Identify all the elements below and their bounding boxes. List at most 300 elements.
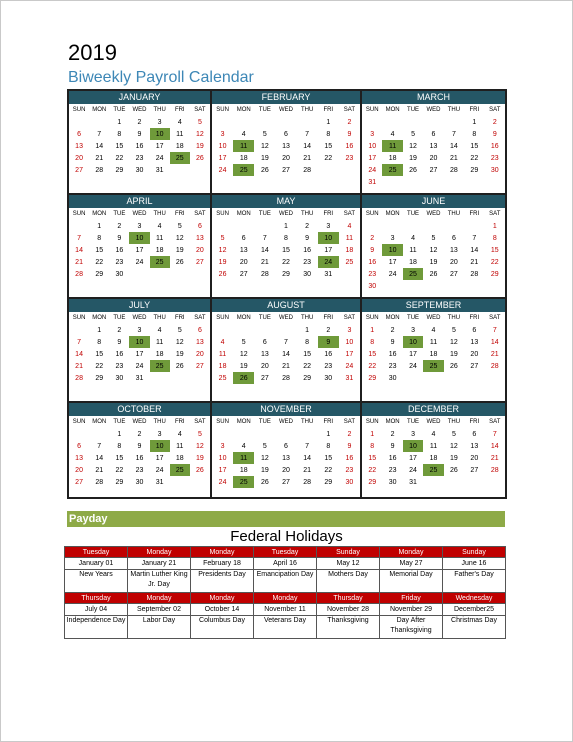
empty-day-cell [444,280,464,292]
week-row [362,220,505,232]
week-row [212,268,360,280]
day-cell: 3 [326,222,331,230]
day-cell: 8 [305,338,310,346]
day-cell: 23 [388,362,397,370]
day-cell: 13 [282,142,290,150]
day-cell: 18 [155,246,164,254]
weekday-header: SAT [194,419,206,425]
month-days-table [362,312,505,396]
empty-day-cell [423,476,443,488]
day-cell: 14 [75,246,83,254]
weekday-header: MON [236,315,251,321]
weekday-header: WED [278,315,293,321]
empty-day-cell [212,220,233,232]
day-cell: 17 [135,246,144,254]
holiday-date: May 27 [380,558,443,570]
day-cell: 17 [155,454,164,462]
day-cell: 12 [429,246,438,254]
day-cell: 7 [305,130,310,138]
weekday-header: TUE [258,211,271,217]
week-row [362,116,505,128]
empty-day-cell [89,428,109,440]
empty-day-cell [362,220,382,232]
weekday-header: THU [300,211,314,217]
empty-day-cell [69,280,89,292]
empty-day-cell [297,280,318,292]
empty-day-cell [233,324,254,336]
day-cell: 29 [324,478,333,486]
weekday-header: WED [278,419,293,425]
empty-day-cell [129,384,149,396]
payday-cell: 10 [129,232,149,244]
day-cell: 6 [262,338,267,346]
day-cell: 24 [135,258,144,266]
week-row [362,268,505,280]
empty-day-cell [382,116,402,128]
day-cell: 13 [470,442,479,450]
month-days-table [212,104,360,188]
day-cell: 8 [117,442,122,450]
day-cell: 31 [345,374,354,382]
month-header: MAY [212,195,360,208]
weekday-header: WED [132,315,147,321]
empty-day-cell [444,116,464,128]
holiday-date-row [65,604,506,616]
week-row [212,244,360,256]
day-cell: 17 [388,258,397,266]
day-cell: 30 [324,374,333,382]
empty-day-cell [403,176,423,188]
month-october [68,402,211,498]
day-cell: 19 [175,350,184,358]
day-cell: 3 [137,222,142,230]
weekday-header: TUE [113,315,126,321]
empty-day-cell [109,280,129,292]
weekday-header: SUN [216,315,229,321]
holiday-name: Columbus Day [191,616,254,639]
weekday-header: TUE [113,419,126,425]
day-cell: 26 [450,466,458,474]
holiday-name: New Years [65,570,128,593]
day-cell: 20 [75,154,83,162]
day-cell: 28 [450,166,458,174]
day-cell: 3 [411,326,415,334]
weekday-header: THU [447,419,461,425]
day-cell: 20 [282,466,290,474]
weekday-header: MON [385,315,400,321]
weekday-header: SUN [216,211,229,217]
empty-day-cell [275,176,296,188]
holiday-name: Labor Day [128,616,191,639]
day-cell: 20 [196,350,204,358]
month-days-table [69,312,210,396]
holidays-table [64,546,506,639]
day-cell: 12 [175,338,184,346]
day-cell: 4 [177,118,182,126]
month-march [361,90,506,194]
day-cell: 24 [218,478,227,486]
day-cell: 26 [450,362,458,370]
payday-cell: 10 [382,244,402,256]
week-row [69,256,210,268]
empty-day-cell [69,176,89,188]
day-cell: 14 [303,454,312,462]
month-april [68,194,211,298]
day-cell: 1 [370,430,375,438]
day-cell: 20 [470,454,479,462]
day-cell: 2 [137,430,142,438]
week-row [212,140,360,152]
day-cell: 2 [492,118,497,126]
month-november [211,402,361,498]
weekday-header: SUN [365,315,379,321]
day-cell: 3 [220,442,225,450]
day-cell: 19 [218,258,227,266]
month-days-table [69,416,210,488]
day-cell: 28 [470,270,479,278]
day-cell: 19 [429,258,438,266]
day-cell: 13 [75,142,83,150]
empty-day-cell [170,280,190,292]
month-header: MARCH [362,91,505,104]
weekday-header: SAT [343,419,356,425]
week-row [69,232,210,244]
month-header: JULY [69,299,210,312]
weekday-header: MON [92,419,107,425]
weekday-header: SAT [194,211,206,217]
holiday-weekday: Wednesday [443,593,506,604]
day-cell: 1 [326,430,331,438]
payday-cell: 25 [150,360,170,372]
week-row [212,384,360,396]
day-cell: 21 [490,350,499,358]
month-september [361,298,506,402]
day-cell: 8 [326,442,331,450]
month-june [361,194,506,298]
empty-day-cell [170,384,190,396]
weekday-header: MON [92,315,107,321]
day-cell: 16 [135,454,144,462]
day-cell: 7 [284,338,288,346]
month-header: SEPTEMBER [362,299,505,312]
holiday-weekday: Thursday [317,593,380,604]
day-cell: 6 [197,222,202,230]
empty-day-cell [464,176,484,188]
day-cell: 1 [117,118,122,126]
month-days-table [69,208,210,292]
day-cell: 22 [303,362,312,370]
day-cell: 18 [239,154,248,162]
holiday-date: April 16 [254,558,317,570]
day-cell: 2 [305,222,310,230]
day-cell: 6 [197,326,202,334]
day-cell: 18 [345,246,354,254]
holiday-day-row [65,593,506,604]
day-cell: 4 [431,430,436,438]
day-cell: 17 [155,142,164,150]
day-cell: 3 [370,130,375,138]
day-cell: 26 [175,258,184,266]
day-cell: 8 [492,234,497,242]
week-row [69,116,210,128]
holiday-name: Thanksgiving [317,616,380,639]
day-cell: 29 [470,166,479,174]
day-cell: 27 [470,466,479,474]
week-row [362,140,505,152]
day-cell: 17 [218,466,227,474]
day-cell: 12 [450,442,458,450]
weekday-header: WED [132,107,147,113]
day-cell: 4 [390,130,395,138]
day-cell: 20 [239,258,248,266]
day-cell: 14 [282,350,290,358]
weekday-header: FRI [323,315,334,321]
empty-day-cell [382,220,402,232]
day-cell: 9 [390,338,395,346]
holiday-name-row [65,616,506,639]
day-cell: 7 [77,338,82,346]
day-cell: 3 [157,430,162,438]
day-cell: 1 [492,222,497,230]
payday-cell: 25 [403,268,423,280]
empty-day-cell [254,176,275,188]
weekday-header: FRI [174,419,185,425]
empty-day-cell [109,384,129,396]
day-cell: 4 [411,234,415,242]
weekday-header: SUN [365,419,379,425]
day-cell: 24 [155,154,164,162]
week-row [362,164,505,176]
day-cell: 31 [135,374,144,382]
week-row [69,280,210,292]
day-cell: 4 [241,130,246,138]
week-row [212,348,360,360]
empty-day-cell [254,280,275,292]
empty-day-cell [423,384,443,396]
day-cell: 22 [282,258,290,266]
day-cell: 9 [390,442,395,450]
day-cell: 15 [324,454,333,462]
payday-cell: 25 [382,164,402,176]
day-cell: 18 [429,350,438,358]
week-row [69,268,210,280]
day-cell: 5 [197,430,202,438]
week-row [69,164,210,176]
day-cell: 27 [196,258,204,266]
empty-day-cell [485,476,505,488]
calendar-subtitle: Biweekly Payroll Calendar [68,69,254,86]
day-cell: 7 [262,234,267,242]
day-cell: 19 [196,142,204,150]
day-cell: 14 [490,442,499,450]
weekday-header: TUE [407,107,420,113]
weekday-header: THU [153,419,166,425]
week-row [362,176,505,188]
day-cell: 15 [115,454,124,462]
weekday-header: FRI [174,315,185,321]
weekday-header: WED [278,107,293,113]
empty-day-cell [275,280,296,292]
day-cell: 6 [77,442,82,450]
day-cell: 20 [260,362,269,370]
week-row [362,476,505,488]
empty-day-cell [170,176,190,188]
weekday-header: FRI [174,211,185,217]
empty-day-cell [339,176,360,188]
day-cell: 6 [284,442,288,450]
day-cell: 29 [368,374,377,382]
weekday-header: TUE [407,211,420,217]
holiday-name: Christmas Day [443,616,506,639]
month-january [68,90,211,194]
month-july [68,298,211,402]
month-days-table [362,416,505,488]
day-cell: 2 [390,430,395,438]
day-cell: 19 [239,362,248,370]
holiday-date: December25 [443,604,506,616]
holiday-date: November 11 [254,604,317,616]
empty-day-cell [233,280,254,292]
day-cell: 30 [135,478,144,486]
day-cell: 30 [115,374,124,382]
empty-day-cell [297,428,318,440]
day-cell: 6 [451,234,456,242]
weekday-header: SAT [194,107,206,113]
day-cell: 7 [97,442,102,450]
holiday-date: October 14 [191,604,254,616]
empty-day-cell [170,164,190,176]
empty-day-cell [212,324,233,336]
day-cell: 24 [345,362,354,370]
day-cell: 14 [303,142,312,150]
day-cell: 6 [284,130,288,138]
month-days-table [212,312,360,396]
week-row [362,360,505,372]
empty-day-cell [254,116,275,128]
day-cell: 16 [345,454,354,462]
day-cell: 15 [324,142,333,150]
day-cell: 21 [75,362,83,370]
empty-day-cell [318,176,339,188]
empty-day-cell [89,280,109,292]
day-cell: 23 [303,258,312,266]
federal-holidays-title: Federal Holidays [230,528,343,545]
day-cell: 20 [470,350,479,358]
day-cell: 14 [470,246,479,254]
day-cell: 21 [303,466,312,474]
day-cell: 9 [492,130,497,138]
weekday-header: SUN [72,419,86,425]
day-cell: 16 [135,142,144,150]
day-cell: 29 [95,374,104,382]
empty-day-cell [275,116,296,128]
empty-day-cell [403,372,423,384]
day-cell: 4 [347,222,352,230]
day-cell: 25 [345,258,354,266]
empty-day-cell [170,268,190,280]
day-cell: 16 [368,258,377,266]
day-cell: 20 [429,154,438,162]
day-cell: 29 [115,166,124,174]
empty-day-cell [423,372,443,384]
week-row [362,232,505,244]
day-cell: 11 [345,234,354,242]
empty-day-cell [129,176,149,188]
empty-day-cell [212,384,233,396]
empty-day-cell [233,384,254,396]
day-cell: 22 [115,466,124,474]
day-cell: 28 [282,374,290,382]
holiday-name: Independence Day [65,616,128,639]
month-header: NOVEMBER [212,403,360,416]
day-cell: 2 [347,118,352,126]
payday-cell: 10 [150,440,170,452]
day-cell: 26 [175,362,184,370]
day-cell: 31 [155,166,164,174]
week-row [212,428,360,440]
day-cell: 15 [303,350,312,358]
empty-day-cell [275,324,296,336]
weekday-header: THU [447,315,461,321]
day-cell: 2 [370,234,375,242]
months-grid [67,89,507,499]
day-cell: 12 [409,142,417,150]
month-header: AUGUST [212,299,360,312]
day-cell: 12 [239,350,248,358]
empty-day-cell [339,280,360,292]
weekday-header: THU [300,107,314,113]
holiday-weekday: Tuesday [254,547,317,558]
day-cell: 30 [135,166,144,174]
empty-day-cell [89,116,109,128]
payday-cell: 25 [423,360,443,372]
day-cell: 4 [157,222,162,230]
week-row [362,440,505,452]
day-cell: 22 [115,154,124,162]
day-cell: 30 [388,374,397,382]
day-cell: 9 [137,442,142,450]
empty-day-cell [464,220,484,232]
holiday-name: Veterans Day [254,616,317,639]
day-cell: 29 [282,270,290,278]
weekday-header: MON [236,211,251,217]
weekday-header: FRI [469,107,480,113]
empty-day-cell [444,476,464,488]
day-cell: 24 [388,270,397,278]
empty-day-cell [485,176,505,188]
empty-day-cell [318,164,339,176]
day-cell: 11 [155,234,164,242]
day-cell: 12 [218,246,227,254]
day-cell: 2 [117,222,122,230]
day-cell: 19 [260,466,269,474]
day-cell: 27 [196,362,204,370]
day-cell: 28 [490,362,499,370]
week-row [212,324,360,336]
day-cell: 5 [177,222,182,230]
day-cell: 21 [260,258,269,266]
day-cell: 21 [95,154,104,162]
empty-day-cell [485,372,505,384]
weekday-header: THU [153,211,166,217]
weekday-header: MON [236,419,251,425]
week-row [69,452,210,464]
day-cell: 4 [241,442,246,450]
empty-day-cell [464,280,484,292]
empty-day-cell [382,384,402,396]
empty-day-cell [212,116,233,128]
day-cell: 2 [347,430,352,438]
